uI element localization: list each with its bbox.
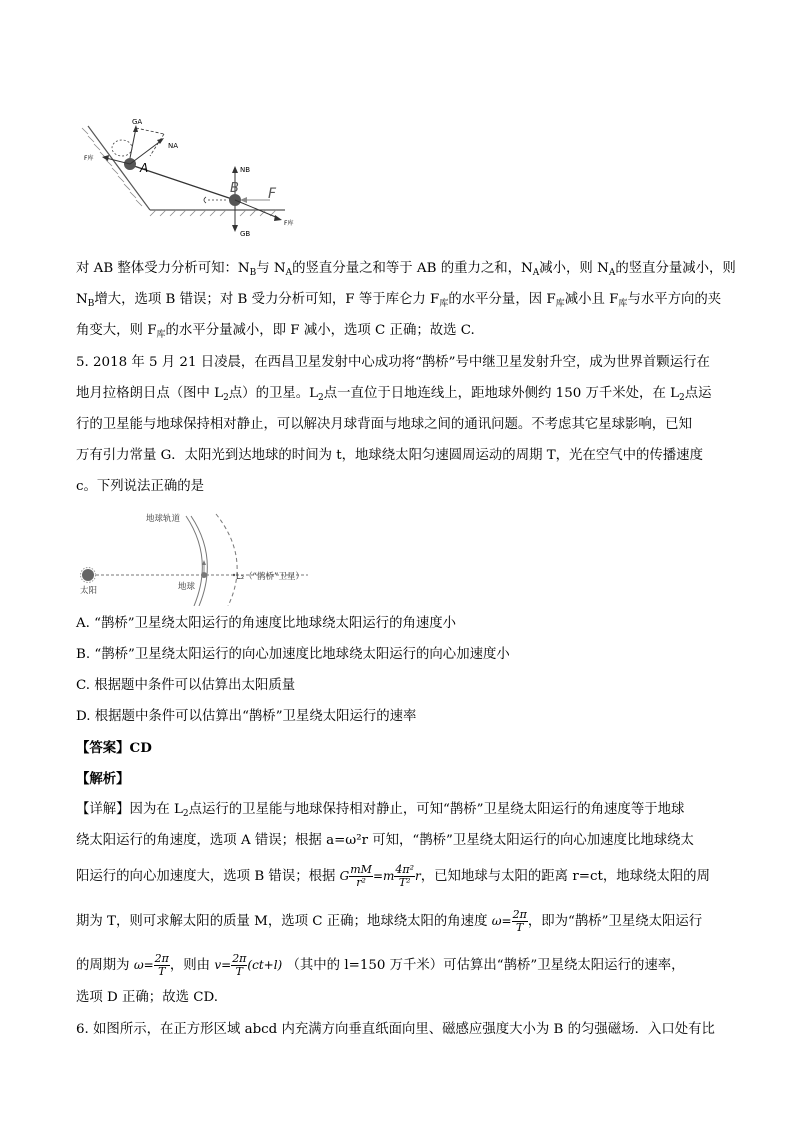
label-na: NA: [168, 142, 179, 150]
detail-line4: 期为 T，则可求解太阳的质量 M，选项 C 正确；地球绕太阳的角速度 ω= $\frac{2\pi}{T}$ ，即为“鹊桥”卫星绕太阳运行: [76, 908, 703, 934]
label-nb: NB: [240, 166, 251, 174]
q5-line1: 5. 2018 年 5 月 21 日凌晨，在西昌卫星发射中心成功将“鹊桥”号中继卫星发射升空，成为世界首颗运行在: [76, 355, 710, 370]
label-l2: L₂（“鹊桥”卫星）: [236, 572, 304, 582]
analysis-heading: 【解析】: [76, 771, 130, 787]
force-diagram: [80, 112, 320, 242]
detail-line1: 【详解】因为在 $L_2$点运行的卫星能与地球保持相对静止，可知“鹊桥”卫星绕太阳运行的角速度等于地球: [76, 802, 685, 819]
label-f: F: [268, 186, 277, 202]
label-ga: GA: [132, 118, 143, 126]
q5-line2: 地月拉格朗日点（图中 $L_2$点）的卫星。$L_2$点一直位于日地连线上，距地球外侧约 150 万千米处，在 $L_2$点运: [76, 386, 712, 403]
formula-gravity: G $\frac{mM}{\text{r²}}$ =m $\frac{\text{4π²}}{\text{T²}}$ r: [339, 863, 421, 889]
q5-line3: 行的卫星能与地球保持相对静止，可以解决月球背面与地球之间的通讯问题。不考虑其它星球影响，已知: [76, 417, 692, 432]
label-fku-b: F库: [284, 220, 294, 227]
detail-line5: 的周期为 ω= $\frac{2\pi}{T}$ ，则由 v= $\frac{2\pi}{T}$ (ct+l) （其中的 l=150 万千米）可估算出“鹊桥”卫星绕太阳运行的速率，: [76, 952, 685, 978]
formula-velocity: v= $\frac{2\pi}{T}$ (ct+l): [214, 952, 283, 978]
detail-line2: 绕太阳运行的角速度，选项 A 错误；根据 a=ω²r 可知，“鹊桥”卫星绕太阳运行的向心加速度比地球绕太: [76, 833, 694, 848]
label-orbit: 地球轨道: [146, 514, 181, 524]
q5-line4: 万有引力常量 G．太阳光到达地球的时间为 t，地球绕太阳匀速圆周运动的周期 T，光在空气中的传播速度: [76, 448, 703, 463]
q5-line5: c。下列说法正确的是: [76, 479, 205, 494]
answer-line: 【答案】CD: [76, 740, 152, 756]
label-b: B: [230, 181, 239, 196]
label-fku-a: F库: [84, 155, 94, 162]
detail-line3: 阳运行的向心加速度大，选项 B 错误；根据 G $\frac{mM}{\text{r²}}$ =m $\frac{\text{4π²}}{\text{T²}}$ r，已知地球与太阳的距离 r=ct，地球绕太阳的周: [76, 863, 710, 889]
q6-line1: 6. 如图所示，在正方形区域 abcd 内充满方向垂直纸面向里、磁感应强度大小为 B 的匀强磁场．入口处有比: [76, 1022, 715, 1037]
earth-icon: [201, 572, 207, 578]
option-b: B. “鹊桥”卫星绕太阳运行的向心加速度比地球绕太阳运行的向心加速度小: [76, 647, 510, 662]
l2-point: [233, 574, 235, 576]
label-gb: GB: [240, 230, 251, 238]
label-earth: 地球: [178, 582, 196, 592]
label-sun: 太阳: [80, 586, 98, 596]
detail-line6: 选项 D 正确；故选 CD.: [76, 990, 218, 1005]
p1-line3: 角变大，则 $F_库$的水平分量减小，即 F 减小，选项 C 正确；故选 C.: [76, 323, 475, 340]
option-d: D. 根据题中条件可以估算出“鹊桥”卫星绕太阳运行的速率: [76, 709, 417, 724]
option-a: A. “鹊桥”卫星绕太阳运行的角速度比地球绕太阳运行的角速度小: [76, 616, 457, 631]
sun-icon: [82, 569, 94, 581]
formula-omega: ω= $\frac{2\pi}{T}$: [491, 908, 527, 934]
p1-line1: 对 AB 整体受力分析可知：$N_B$与 $N_A$的竖直分量之和等于 AB 的重力之和，$N_A$减小，则 $N_A$的竖直分量减小，则: [76, 261, 736, 278]
p1-line2: $N_B$增大，选项 B 错误；对 B 受力分析可知，F 等于库仑力 $F_库$的水平分量，因 $F_库$减小且 $F_库$与水平方向的夹: [76, 292, 722, 309]
formula-omega2: ω= $\frac{2\pi}{T}$: [133, 952, 169, 978]
option-c: C. 根据题中条件可以估算出太阳质量: [76, 678, 296, 693]
label-a: A: [140, 161, 149, 175]
orbit-diagram: [76, 508, 376, 606]
